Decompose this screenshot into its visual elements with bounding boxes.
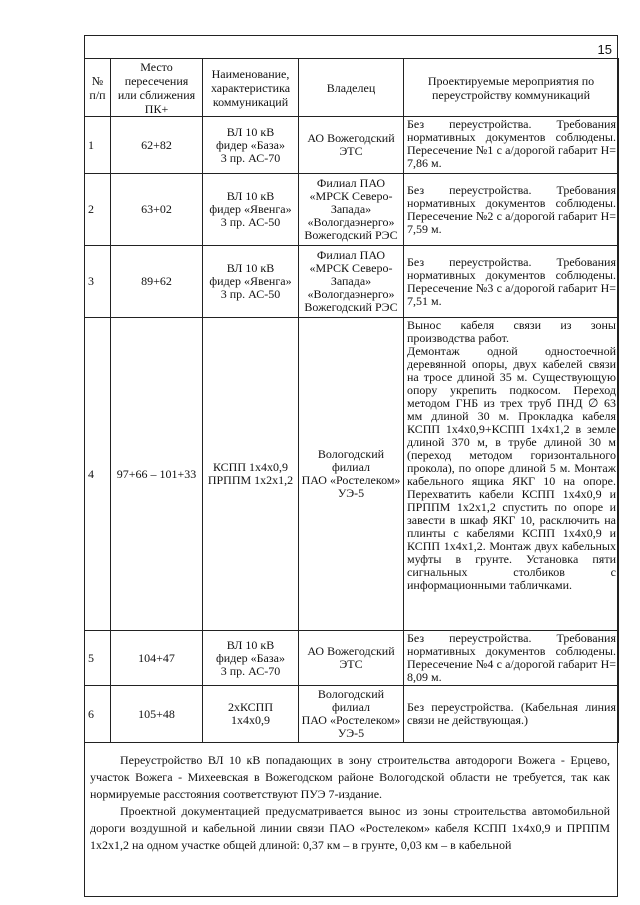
cell-owner: Филиал ПАО «МРСК Северо- Запада» «Вологдаэнерго» Вожегодский РЭС <box>299 246 404 318</box>
cell-name: ВЛ 10 кВ фидер «База» 3 пр. АС-70 <box>203 117 299 174</box>
cell-place: 97+66 – 101+33 <box>111 318 203 631</box>
cell-measures: Вынос кабеля связи из зоны производства работ. Демонтаж одной одностоечной деревянной опоры, двух кабелей связи на тросе длиной 35 м. Существующую опору укрепить подкосом. Переход методом ГНБ из трех труб ПНД ∅ 63 мм длиной 30 м. Прокладка кабеля КСПП 1х4х0,9+КСПП 1х4х1,2 в земле длиной 370 м, в трубе длиной 30 м (переход методом горизонтального прокола), по опоре длиной 5 м. Монтаж кабельного ящика ЯКГ 10 на опоре. Перехватить кабели КСПП 1х4х0,9 и ПРППМ 1х2х1,2 спустить по опоре и завести в шкаф ЯКГ 10, расключить на плинты с кабелями КСПП 1х4х0,9 и КСПП 1х4х1,2. Монтаж двух кабельных муфты в грунте. Установка пяти сигнальных столбиков с информационными табличками. <box>404 318 619 631</box>
header-measures: Проектируемые мероприятия по переустройству коммуникаций <box>404 59 619 117</box>
cell-owner: Филиал ПАО «МРСК Северо- Запада» «Вологдаэнерго» Вожегодский РЭС <box>299 174 404 246</box>
cell-name: 2хКСПП 1х4х0,9 <box>203 686 299 743</box>
cell-num: 2 <box>85 174 111 246</box>
cell-owner: Вологодский филиал ПАО «Ростелеком» УЭ-5 <box>299 686 404 743</box>
cell-owner: АО Вожегодский ЭТС <box>299 117 404 174</box>
table-row <box>85 174 619 246</box>
cell-num: 5 <box>85 631 111 686</box>
header-name: Наименование, характеристика коммуникаций <box>203 59 299 117</box>
footer-paragraph-1: Переустройство ВЛ 10 кВ попадающих в зону строительства автодороги Вожега - Ерцево, участок Вожега - Михеевская в Вожегодском районе Вологодской области не требуется, так как нормируемые расстояния соответствуют ПУЭ 7-издание. <box>90 753 610 801</box>
footer-paragraph-2: Проектной документацией предусматривается вынос из зоны строительства автомобильной дороги воздушной и кабельной линии связи ПАО «Ростелеком» кабеля КСПП 1х4х0,9 и ПРППМ 1х2х1,2 на одном участке общей длиной: 0,37 км – в грунте, 0,03 км – в кабельной <box>90 804 610 852</box>
cell-measures: Без переустройства. Требования нормативных документов соблюдены. Пересечение №1 с а/дорогой габарит Н= 7,86 м. <box>404 117 619 174</box>
cell-num: 1 <box>85 117 111 174</box>
cell-num: 6 <box>85 686 111 743</box>
table-row <box>85 631 619 686</box>
cell-measures: Без переустройства. Требования нормативных документов соблюдены. Пересечение №4 с а/дорогой габарит Н= 8,09 м. <box>404 631 619 686</box>
cell-place: 62+82 <box>111 117 203 174</box>
cell-measures: Без переустройства. Требования нормативных документов соблюдены. Пересечение №3 с а/дорогой габарит Н= 7,51 м. <box>404 246 619 318</box>
header-num: № п/п <box>85 59 111 117</box>
cell-place: 89+62 <box>111 246 203 318</box>
table-row <box>85 686 619 743</box>
table-row <box>85 246 619 318</box>
cell-owner: Вологодский филиал ПАО «Ростелеком» УЭ-5 <box>299 318 404 631</box>
cell-owner: АО Вожегодский ЭТС <box>299 631 404 686</box>
cell-name: ВЛ 10 кВ фидер «База» 3 пр. АС-70 <box>203 631 299 686</box>
table-header-row <box>85 59 619 117</box>
cell-place: 105+48 <box>111 686 203 743</box>
cell-measures: Без переустройства. (Кабельная линия связи не действующая.) <box>404 686 619 743</box>
cell-place: 104+47 <box>111 631 203 686</box>
page-number: 15 <box>597 42 612 57</box>
cell-name: КСПП 1х4х0,9 ПРППМ 1х2х1,2 <box>203 318 299 631</box>
footer-text <box>90 752 610 854</box>
cell-place: 63+02 <box>111 174 203 246</box>
header-owner: Владелец <box>299 59 404 117</box>
cell-name: ВЛ 10 кВ фидер «Явенга» 3 пр. АС-50 <box>203 246 299 318</box>
cell-num: 3 <box>85 246 111 318</box>
communications-table <box>84 58 619 743</box>
cell-measures: Без переустройства. Требования нормативных документов соблюдены. Пересечение №2 с а/дорогой габарит Н= 7,59 м. <box>404 174 619 246</box>
table-row <box>85 117 619 174</box>
header-place: Место пересечения или сближения ПК+ <box>111 59 203 117</box>
table-row <box>85 318 619 631</box>
cell-name: ВЛ 10 кВ фидер «Явенга» 3 пр. АС-50 <box>203 174 299 246</box>
cell-num: 4 <box>85 318 111 631</box>
